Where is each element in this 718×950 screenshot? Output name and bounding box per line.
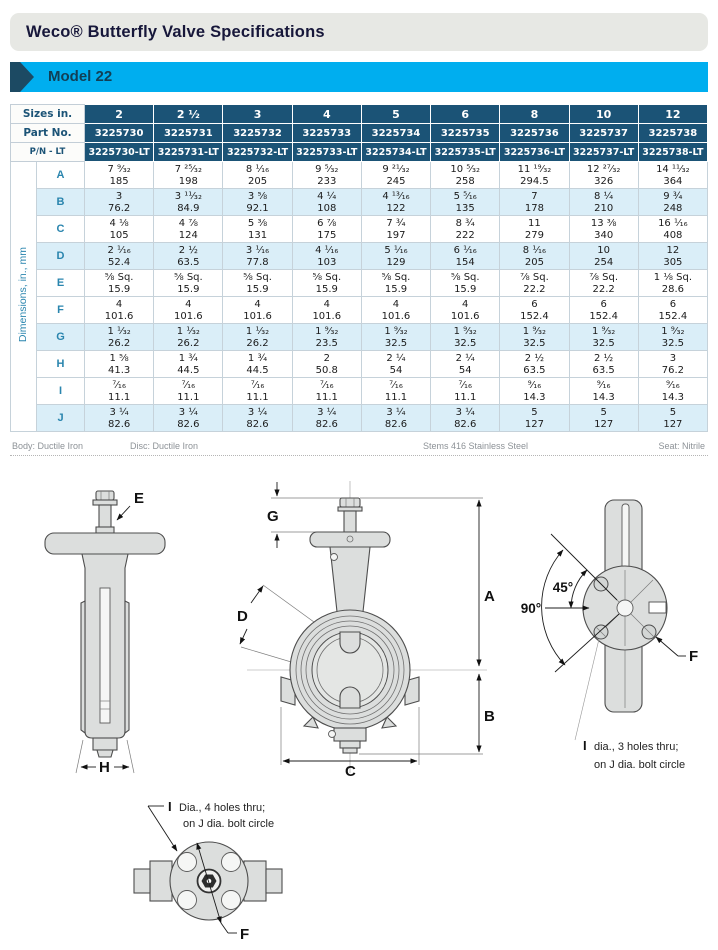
dimension-cell: 3 ¼ 82.6 <box>85 405 154 432</box>
header-value: 3225732-LT <box>223 143 292 162</box>
dimension-cell: 3 ¼ 82.6 <box>154 405 223 432</box>
dimension-cell: 1 ⁹⁄₃₂ 32.5 <box>569 324 638 351</box>
dimension-cell: 5 ⁵⁄₁₆ 135 <box>431 189 500 216</box>
dimension-cell: 3 ¹¹⁄₃₂ 84.9 <box>154 189 223 216</box>
dimension-cell: 4 101.6 <box>85 297 154 324</box>
table-row <box>11 324 708 351</box>
dimension-cell: ⁷⁄₁₆ 11.1 <box>292 378 361 405</box>
dim-label-i: I <box>168 799 172 814</box>
dimension-cell: 9 ¾ 248 <box>638 189 707 216</box>
dimensions-axis-label: Dimensions, in., mm <box>11 162 37 432</box>
header-value: 3225734 <box>361 124 430 143</box>
holes-note-line2: on J dia. bolt circle <box>594 759 686 771</box>
dimension-cell: ⅝ Sq. 15.9 <box>431 270 500 297</box>
dim-label-f: F <box>689 648 699 665</box>
dimension-cell: 5 127 <box>500 405 569 432</box>
dimension-cell: 1 ⁹⁄₃₂ 32.5 <box>638 324 707 351</box>
dimension-cell: 3 ¼ 82.6 <box>223 405 292 432</box>
table-row <box>11 270 708 297</box>
dimension-cell: ⅝ Sq. 15.9 <box>85 270 154 297</box>
body-material: Body: Ductile Iron <box>12 441 84 451</box>
header-value: 3 <box>223 105 292 124</box>
front-view-drawing <box>235 473 500 813</box>
technical-drawings <box>0 468 718 950</box>
header-value: 3225737-LT <box>569 143 638 162</box>
header-value: 3225733-LT <box>292 143 361 162</box>
materials-footer <box>10 438 708 456</box>
dimension-cell: ⅞ Sq. 22.2 <box>500 270 569 297</box>
dimension-cell: 4 ⅛ 105 <box>85 216 154 243</box>
dimension-cell: 8 ¹⁄₁₆ 205 <box>223 162 292 189</box>
dim-label-d: D <box>237 608 248 625</box>
dimension-cell: ⁹⁄₁₆ 14.3 <box>569 378 638 405</box>
dimension-cell: 1 ¾ 44.5 <box>154 351 223 378</box>
header-value: 2 ½ <box>154 105 223 124</box>
dimension-cell: 2 ½ 63.5 <box>154 243 223 270</box>
chevron-right-icon <box>10 62 34 92</box>
row-label: E <box>37 270 85 297</box>
dimension-cell: 3 ⅝ 92.1 <box>223 189 292 216</box>
dimension-cell: 4 101.6 <box>154 297 223 324</box>
header-value: 10 <box>569 105 638 124</box>
header-value: 6 <box>431 105 500 124</box>
header-value: 3225734-LT <box>361 143 430 162</box>
row-label: B <box>37 189 85 216</box>
dimension-cell: ⁷⁄₁₆ 11.1 <box>361 378 430 405</box>
dim-label-g: G <box>267 508 279 525</box>
dim-label-i: I <box>583 738 587 753</box>
dimension-cell: 4 101.6 <box>361 297 430 324</box>
dimension-cell: 11 279 <box>500 216 569 243</box>
dimension-cell: 4 101.6 <box>431 297 500 324</box>
dimension-cell: 1 ⅝ 41.3 <box>85 351 154 378</box>
dimension-cell: 8 ¾ 222 <box>431 216 500 243</box>
dimension-cell: 3 ¼ 82.6 <box>431 405 500 432</box>
dimension-cell: 7 ¾ 197 <box>361 216 430 243</box>
dimension-cell: ⁷⁄₁₆ 11.1 <box>223 378 292 405</box>
dimension-cell: 2 50.8 <box>292 351 361 378</box>
dimension-cell: ⅝ Sq. 15.9 <box>361 270 430 297</box>
header-value: 2 <box>85 105 154 124</box>
dimension-cell: ⁹⁄₁₆ 14.3 <box>638 378 707 405</box>
stems-material: Stems 416 Stainless Steel <box>423 441 529 451</box>
dimension-cell: 5 127 <box>569 405 638 432</box>
header-value: 3225737 <box>569 124 638 143</box>
row-label: D <box>37 243 85 270</box>
header-row-label: Part No. <box>11 124 85 143</box>
header-value: 5 <box>361 105 430 124</box>
dimension-cell: 1 ¹⁄₃₂ 26.2 <box>154 324 223 351</box>
dimension-cell: 6 152.4 <box>500 297 569 324</box>
dimension-cell: 2 ¼ 54 <box>361 351 430 378</box>
dimension-cell: ⅞ Sq. 22.2 <box>569 270 638 297</box>
dimension-cell: 13 ⅜ 340 <box>569 216 638 243</box>
dimension-cell: 9 ⁵⁄₃₂ 233 <box>292 162 361 189</box>
spec-table-body <box>11 162 708 432</box>
dimension-cell: 9 ²¹⁄₃₂ 245 <box>361 162 430 189</box>
dimension-cell: 4 ¹³⁄₁₆ 122 <box>361 189 430 216</box>
dimension-cell: ⁹⁄₁₆ 14.3 <box>500 378 569 405</box>
dimension-cell: 2 ½ 63.5 <box>500 351 569 378</box>
dimension-cell: 4 ¼ 108 <box>292 189 361 216</box>
header-row <box>11 124 708 143</box>
holes-note-line1: Dia., 4 holes thru; <box>179 802 266 814</box>
dimension-cell: 8 ¹⁄₁₆ 205 <box>500 243 569 270</box>
side-view-drawing <box>30 483 260 783</box>
header-value: 3225730 <box>85 124 154 143</box>
row-label: F <box>37 297 85 324</box>
title-bar <box>10 13 708 51</box>
header-value: 8 <box>500 105 569 124</box>
dimension-cell: 3 ¼ 82.6 <box>292 405 361 432</box>
header-row-label: P/N - LT <box>11 143 85 162</box>
dimension-cell: 6 152.4 <box>638 297 707 324</box>
spec-table <box>10 104 708 432</box>
dim-label-f: F <box>240 926 250 943</box>
model-bar <box>10 62 708 92</box>
bolt-circle-drawing <box>120 790 390 948</box>
disc-material: Disc: Ductile Iron <box>130 441 199 451</box>
dimension-cell: 1 ¾ 44.5 <box>223 351 292 378</box>
table-row <box>11 162 708 189</box>
dimension-cell: 2 ½ 63.5 <box>569 351 638 378</box>
header-value: 3225735 <box>431 124 500 143</box>
dimension-cell: 11 ¹⁹⁄₃₂ 294.5 <box>500 162 569 189</box>
header-value: 3225730-LT <box>85 143 154 162</box>
spec-table-head <box>11 105 708 162</box>
dimension-cell: 2 ¹⁄₁₆ 52.4 <box>85 243 154 270</box>
dimension-cell: 10 254 <box>569 243 638 270</box>
dim-label-c: C <box>345 763 356 780</box>
dimension-cell: 5 ⅜ 131 <box>223 216 292 243</box>
header-row-label: Sizes in. <box>11 105 85 124</box>
seat-material: Seat: Nitrile <box>658 441 705 451</box>
dimension-cell: 14 ¹¹⁄₃₂ 364 <box>638 162 707 189</box>
dim-label-b: B <box>484 708 495 725</box>
dimension-cell: 4 ¹⁄₁₆ 103 <box>292 243 361 270</box>
header-value: 3225736 <box>500 124 569 143</box>
header-value: 3225738 <box>638 124 707 143</box>
dimension-cell: 1 ⁹⁄₃₂ 32.5 <box>431 324 500 351</box>
table-row <box>11 243 708 270</box>
dimension-cell: 6 152.4 <box>569 297 638 324</box>
row-label: A <box>37 162 85 189</box>
dimension-cell: 2 ¼ 54 <box>431 351 500 378</box>
dim-label-h: H <box>99 759 110 776</box>
dimension-cell: 1 ⁹⁄₃₂ 32.5 <box>500 324 569 351</box>
row-label: H <box>37 351 85 378</box>
dimension-cell: 10 ⁵⁄₃₂ 258 <box>431 162 500 189</box>
row-label: G <box>37 324 85 351</box>
header-value: 12 <box>638 105 707 124</box>
header-value: 3225731 <box>154 124 223 143</box>
page-title: Weco® Butterfly Valve Specifications <box>26 22 325 41</box>
row-label: I <box>37 378 85 405</box>
table-row <box>11 351 708 378</box>
dimension-cell: 1 ⁹⁄₃₂ 32.5 <box>361 324 430 351</box>
dimension-cell: 1 ⁹⁄₃₂ 23.5 <box>292 324 361 351</box>
header-row <box>11 143 708 162</box>
dimension-cell: 4 101.6 <box>292 297 361 324</box>
dimension-cell: 5 127 <box>638 405 707 432</box>
holes-note-line1: dia., 3 holes thru; <box>594 741 679 753</box>
dimension-cell: 6 ¹⁄₁₆ 154 <box>431 243 500 270</box>
dimension-cell: ⁷⁄₁₆ 11.1 <box>431 378 500 405</box>
header-row <box>11 105 708 124</box>
angle-view-drawing <box>495 478 715 776</box>
dim-label-e: E <box>134 490 145 507</box>
dimension-cell: 4 ⅞ 124 <box>154 216 223 243</box>
header-value: 3225733 <box>292 124 361 143</box>
dimension-cell: ⅝ Sq. 15.9 <box>154 270 223 297</box>
dimension-cell: 4 101.6 <box>223 297 292 324</box>
row-label: C <box>37 216 85 243</box>
holes-note-line2: on J dia. bolt circle <box>183 818 275 830</box>
angle-45-label: 45° <box>552 580 574 595</box>
table-row <box>11 297 708 324</box>
dimension-cell: 7 ⁹⁄₃₂ 185 <box>85 162 154 189</box>
header-value: 3225735-LT <box>431 143 500 162</box>
dimension-cell: 7 ²⁵⁄₃₂ 198 <box>154 162 223 189</box>
dimension-cell: 16 ¹⁄₁₆ 408 <box>638 216 707 243</box>
dimension-cell: 3 ¼ 82.6 <box>361 405 430 432</box>
table-row <box>11 216 708 243</box>
dimension-cell: 6 ⅞ 175 <box>292 216 361 243</box>
dimension-cell: ⁷⁄₁₆ 11.1 <box>85 378 154 405</box>
dimension-cell: ⁷⁄₁₆ 11.1 <box>154 378 223 405</box>
dimension-cell: 3 76.2 <box>638 351 707 378</box>
header-value: 4 <box>292 105 361 124</box>
dimension-cell: 8 ¼ 210 <box>569 189 638 216</box>
dimension-cell: ⅝ Sq. 15.9 <box>292 270 361 297</box>
dimension-cell: 1 ⅛ Sq. 28.6 <box>638 270 707 297</box>
table-row <box>11 378 708 405</box>
model-label: Model 22 <box>48 68 113 85</box>
table-row <box>11 405 708 432</box>
dimension-cell: 1 ¹⁄₃₂ 26.2 <box>85 324 154 351</box>
dim-label-a: A <box>484 588 495 605</box>
header-value: 3225738-LT <box>638 143 707 162</box>
header-value: 3225732 <box>223 124 292 143</box>
dimension-cell: 7 178 <box>500 189 569 216</box>
row-label: J <box>37 405 85 432</box>
angle-90-label: 90° <box>520 601 542 616</box>
header-value: 3225736-LT <box>500 143 569 162</box>
dimension-cell: ⅝ Sq. 15.9 <box>223 270 292 297</box>
dimension-cell: 3 ¹⁄₁₆ 77.8 <box>223 243 292 270</box>
dimension-cell: 12 305 <box>638 243 707 270</box>
dimension-cell: 5 ¹⁄₁₆ 129 <box>361 243 430 270</box>
dimension-cell: 1 ¹⁄₃₂ 26.2 <box>223 324 292 351</box>
dimension-cell: 3 76.2 <box>85 189 154 216</box>
table-row <box>11 189 708 216</box>
header-value: 3225731-LT <box>154 143 223 162</box>
dimension-cell: 12 ²⁷⁄₃₂ 326 <box>569 162 638 189</box>
